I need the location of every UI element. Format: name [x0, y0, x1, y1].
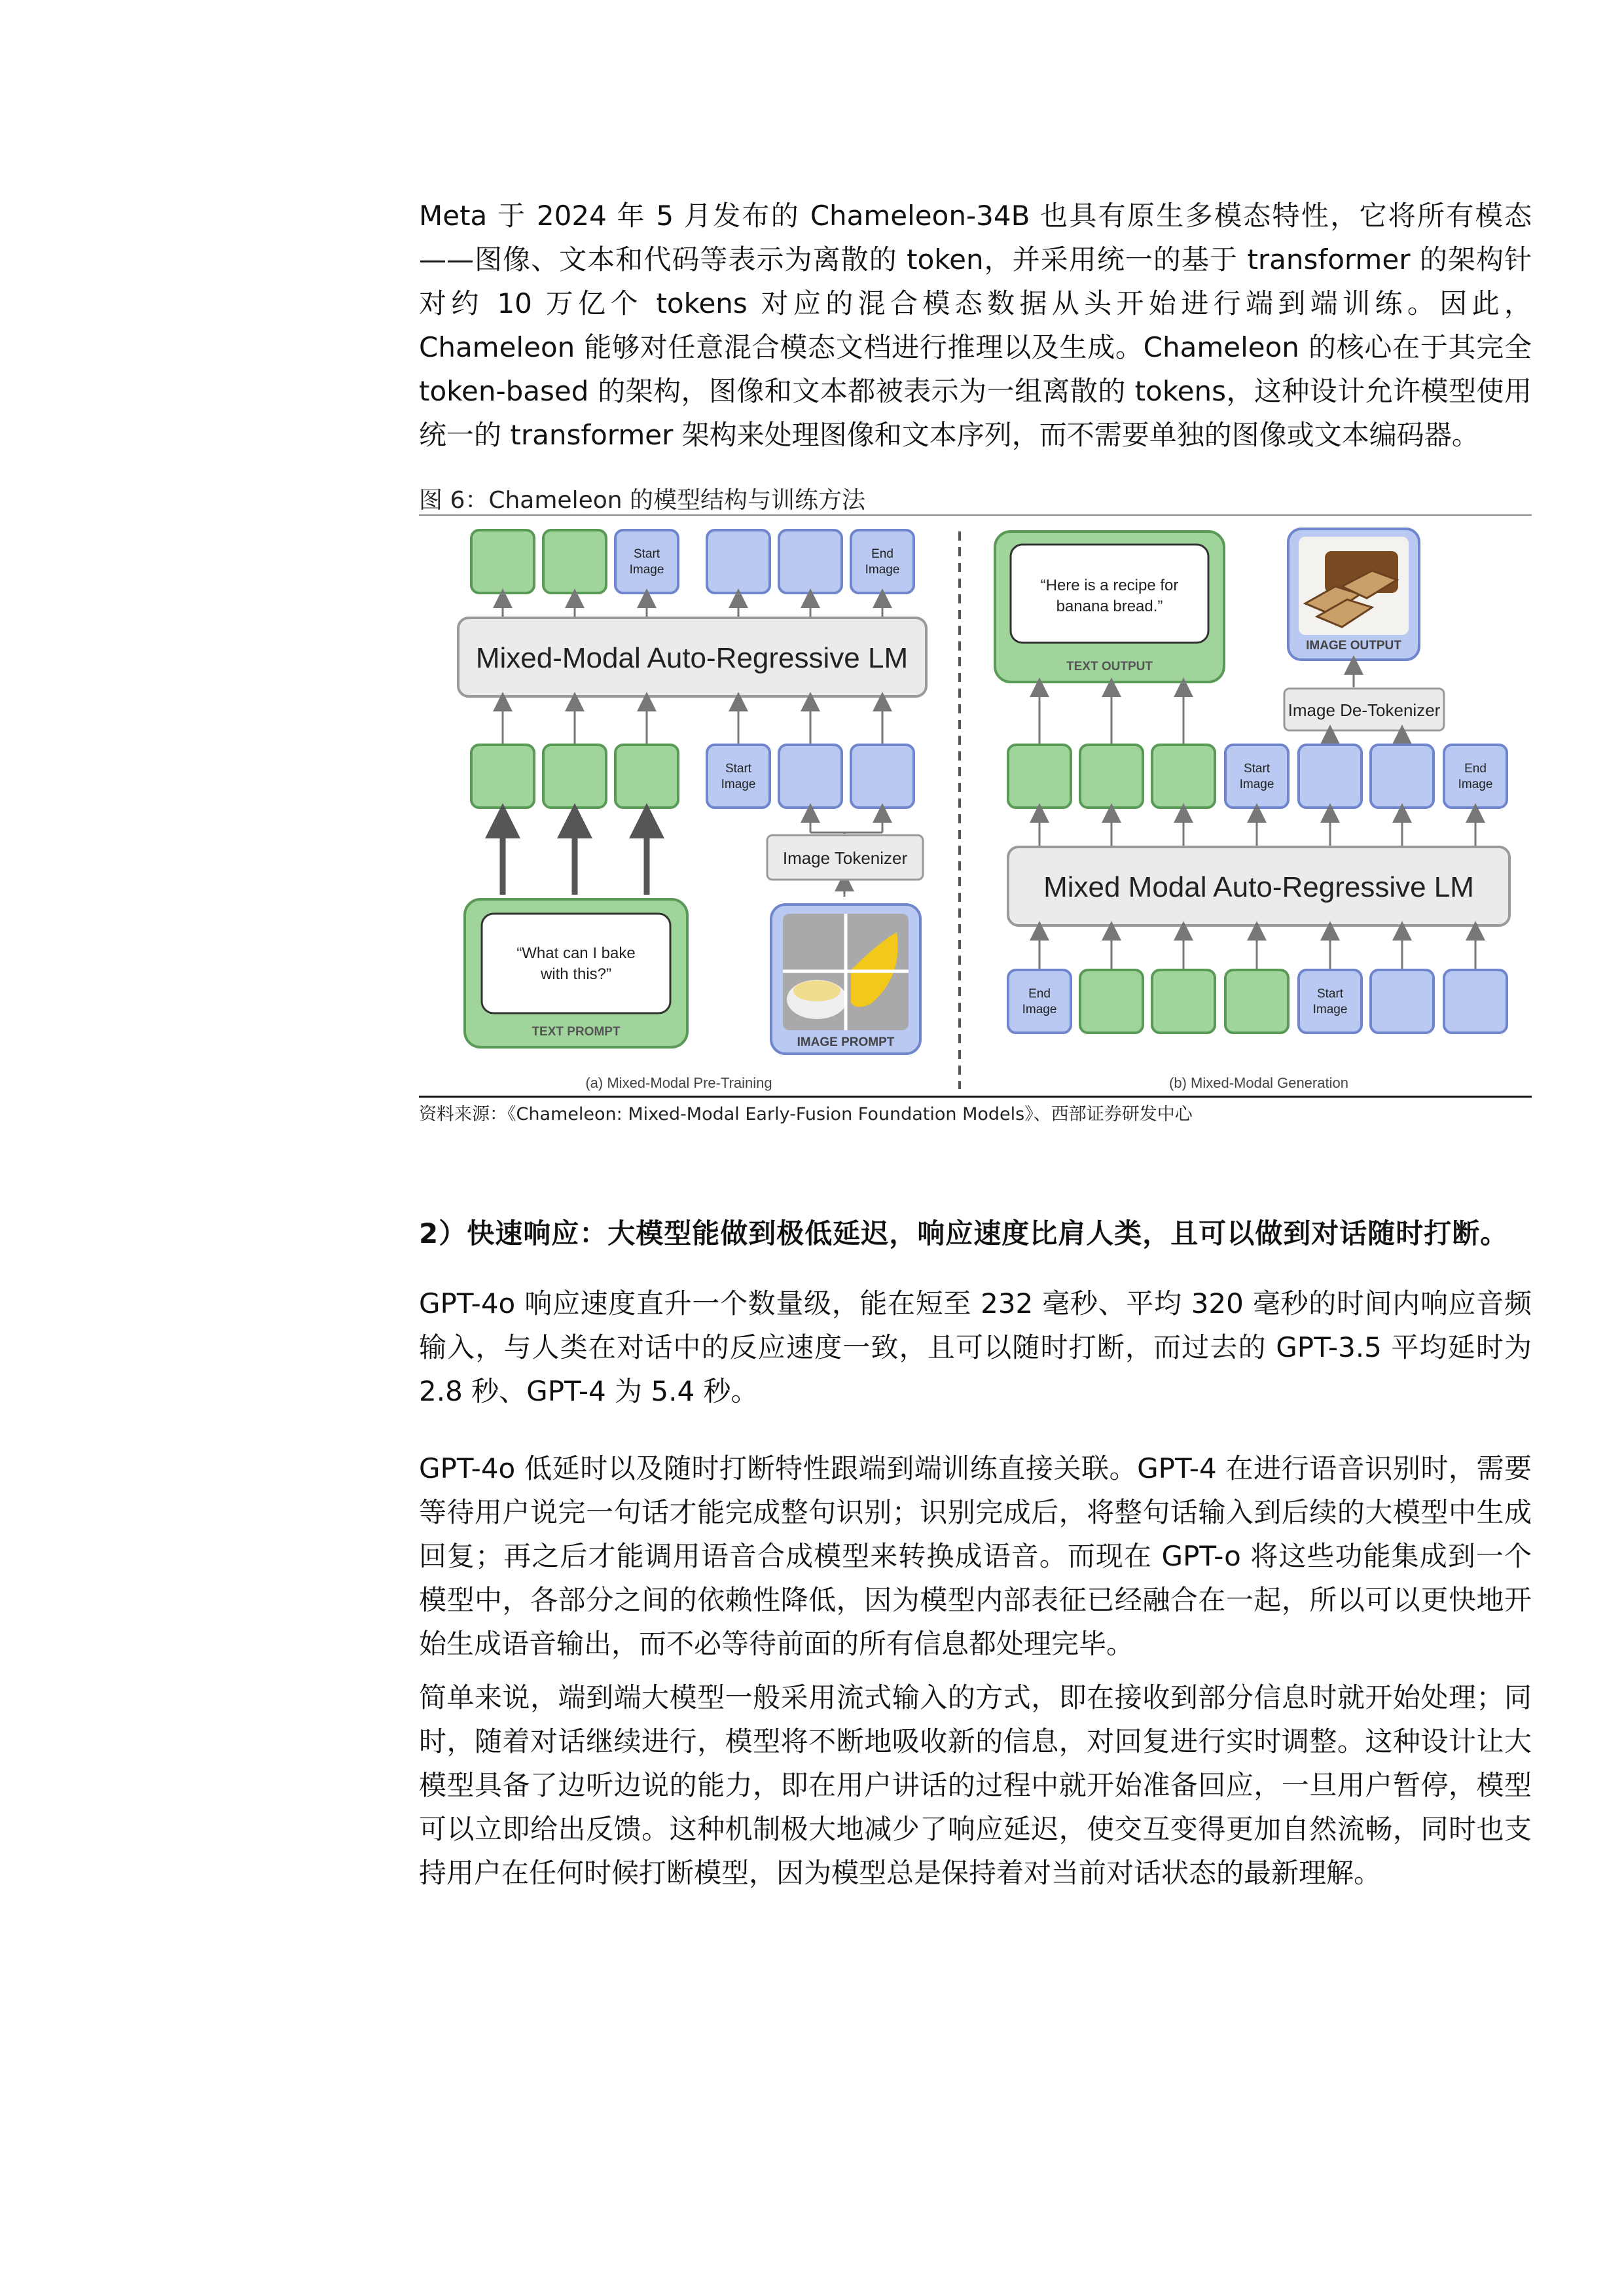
left-mid-start-label-1: Start: [725, 762, 752, 776]
right-mid-image-token: [1299, 745, 1362, 808]
left-tokenizer-label: Image Tokenizer: [782, 848, 908, 868]
right-text-output-label: TEXT OUTPUT: [1066, 660, 1153, 673]
figure-top-rule: [419, 514, 1532, 516]
banana-photo: [783, 914, 909, 1030]
right-bottom-text-token: [1152, 970, 1215, 1033]
left-image-prompt-label: IMAGE PROMPT: [797, 1035, 895, 1049]
paragraph-latency: GPT-4o 响应速度直升一个数量级，能在短至 232 毫秒、平均 320 毫秒的时间内响应音频输入，与人类在对话中的反应速度一致，且可以随时打断，而过去的 GPT-3.5 平均延时为 2.8 秒、GPT-4 为 5.4 秒。: [419, 1287, 1532, 1407]
paragraph-end-to-end: GPT-4o 低延时以及随时打断特性跟端到端训练直接关联。GPT-4 在进行语音识别时，需要等待用户说完一句话才能完成整句识别；识别完成后，将整句话输入到后续的大模型中生成回复；再之后才能调用语音合成模型来转换成语音。而现在 GPT-o 将这些功能集成到一个模型中，各部分之间的依赖性降低，因为模型内部表征已经融合在一起，所以可以更快地开始生成语音输出，而不必等待前面的所有信息都处理完毕。: [419, 1452, 1532, 1660]
right-mid-text-token: [1008, 745, 1071, 808]
left-text-prompt-bubble: [482, 914, 670, 1013]
left-top-end-label-2: Image: [865, 563, 900, 577]
right-bottom-arrows: [1039, 931, 1475, 969]
right-mid-start-image-token: [1225, 745, 1288, 808]
left-top-tokens: [471, 530, 914, 593]
left-mid-text-token: [543, 745, 606, 808]
left-lm-label: Mixed-Modal Auto-Regressive LM: [475, 642, 909, 674]
right-bottom-text-token: [1080, 970, 1143, 1033]
left-top-arrows: [503, 598, 882, 617]
right-bottom-end-image-token: [1008, 970, 1071, 1033]
left-mid-text-token: [615, 745, 678, 808]
right-text-output-quote-2: banana bread.”: [1056, 598, 1163, 615]
right-lm-up-arrows: [1039, 813, 1475, 846]
right-mid-start-label-2: Image: [1239, 778, 1274, 791]
right-lm-label: Mixed Modal Auto-Regressive LM: [1043, 871, 1474, 903]
right-bottom-text-token: [1225, 970, 1288, 1033]
left-top-start-label-1: Start: [633, 547, 660, 561]
right-mid-end-label-2: Image: [1458, 778, 1493, 791]
right-detokenizer-label: Image De-Tokenizer: [1288, 700, 1441, 720]
left-top-end-label-1: End: [871, 547, 893, 561]
left-bottom-big-arrows: [503, 821, 647, 895]
right-mid-text-token: [1080, 745, 1143, 808]
left-mid-tokens: [471, 745, 914, 808]
right-mid-end-label-1: End: [1464, 762, 1487, 776]
right-mid-tokens: [1008, 745, 1507, 808]
section-heading: 2）快速响应：大模型能做到极低延迟，响应速度比肩人类，且可以做到对话随时打断。: [419, 1217, 1509, 1249]
left-top-text-token: [471, 530, 534, 593]
left-mid-start-image-token: [707, 745, 770, 808]
left-text-prompt-quote-2: with this?”: [540, 965, 612, 983]
left-top-start-label-2: Image: [629, 563, 664, 577]
left-mid-text-token: [471, 745, 534, 808]
left-top-text-token: [543, 530, 606, 593]
right-image-output-label: IMAGE OUTPUT: [1306, 639, 1401, 653]
paragraph-streaming: 简单来说，端到端大模型一般采用流式输入的方式，即在接收到部分信息时就开始处理；同时，随着对话继续进行，模型将不断地吸收新的信息，对回复进行实时调整。这种设计让大模型具备了边听边说的能力，即在用户讲话的过程中就开始准备回应，一旦用户暂停，模型可以立即给出反馈。这种机制极大地减少了响应延迟，使交互变得更加自然流畅，同时也支持用户在任何时候打断模型，因为模型总是保持着对当前对话状态的最新理解。: [419, 1681, 1532, 1889]
left-text-prompt-label: TEXT PROMPT: [532, 1025, 621, 1039]
right-text-output-quote-1: “Here is a recipe for: [1040, 577, 1179, 594]
right-bottom-image-token: [1371, 970, 1434, 1033]
left-text-prompt-quote-1: “What can I bake: [516, 944, 636, 962]
right-mid-image-token: [1371, 745, 1434, 808]
right-bottom-image-token: [1444, 970, 1507, 1033]
figure-caption: 图 6：Chameleon 的模型结构与训练方法: [419, 487, 866, 514]
right-mid-text-token: [1152, 745, 1215, 808]
left-mid-arrows: [503, 702, 882, 744]
left-top-end-image-token: [851, 530, 914, 593]
right-bottom-start-label-1: Start: [1316, 987, 1344, 1001]
left-top-start-image-token: [615, 530, 678, 593]
right-bottom-end-label-2: Image: [1022, 1003, 1057, 1016]
right-mid-start-label-1: Start: [1243, 762, 1271, 776]
right-bottom-start-image-token: [1299, 970, 1362, 1033]
chameleon-figure: [419, 518, 1532, 1094]
paragraph-chameleon: Meta 于 2024 年 5 月发布的 Chameleon-34B 也具有原生多模态特性，它将所有模态——图像、文本和代码等表示为离散的 token，并采用统一的基于 transformer 的架构针对约 10 万亿个 tokens 对应的混合模态数据从头开始进行端到端训练。因此，Chameleon 能够对任意混合模态文档进行推理以及生成。Chameleon 的核心在于其完全 token-based 的架构，图像和文本都被表示为一组离散的 tokens，这种设计允许模型使用统一的 transformer 架构来处理图像和文本序列，而不需要单独的图像或文本编码器。: [419, 200, 1532, 451]
left-mid-image-token: [851, 745, 914, 808]
figure-bottom-rule: [419, 1096, 1532, 1098]
right-subcaption: (b) Mixed-Modal Generation: [1169, 1075, 1348, 1091]
left-mid-image-token: [779, 745, 842, 808]
left-mid-start-label-2: Image: [721, 778, 756, 791]
figure-source: 资料来源：《Chameleon: Mixed-Modal Early-Fusion Foundation Models》、西部证券研发中心: [419, 1104, 1193, 1124]
left-subcaption: (a) Mixed-Modal Pre-Training: [585, 1075, 772, 1091]
left-top-image-token: [779, 530, 842, 593]
right-bottom-start-label-2: Image: [1312, 1003, 1348, 1016]
right-mid-end-image-token: [1444, 745, 1507, 808]
right-bottom-end-label-1: End: [1028, 987, 1051, 1001]
bread-photo: [1299, 537, 1409, 635]
right-bottom-tokens: [1008, 970, 1507, 1033]
left-top-image-token: [707, 530, 770, 593]
